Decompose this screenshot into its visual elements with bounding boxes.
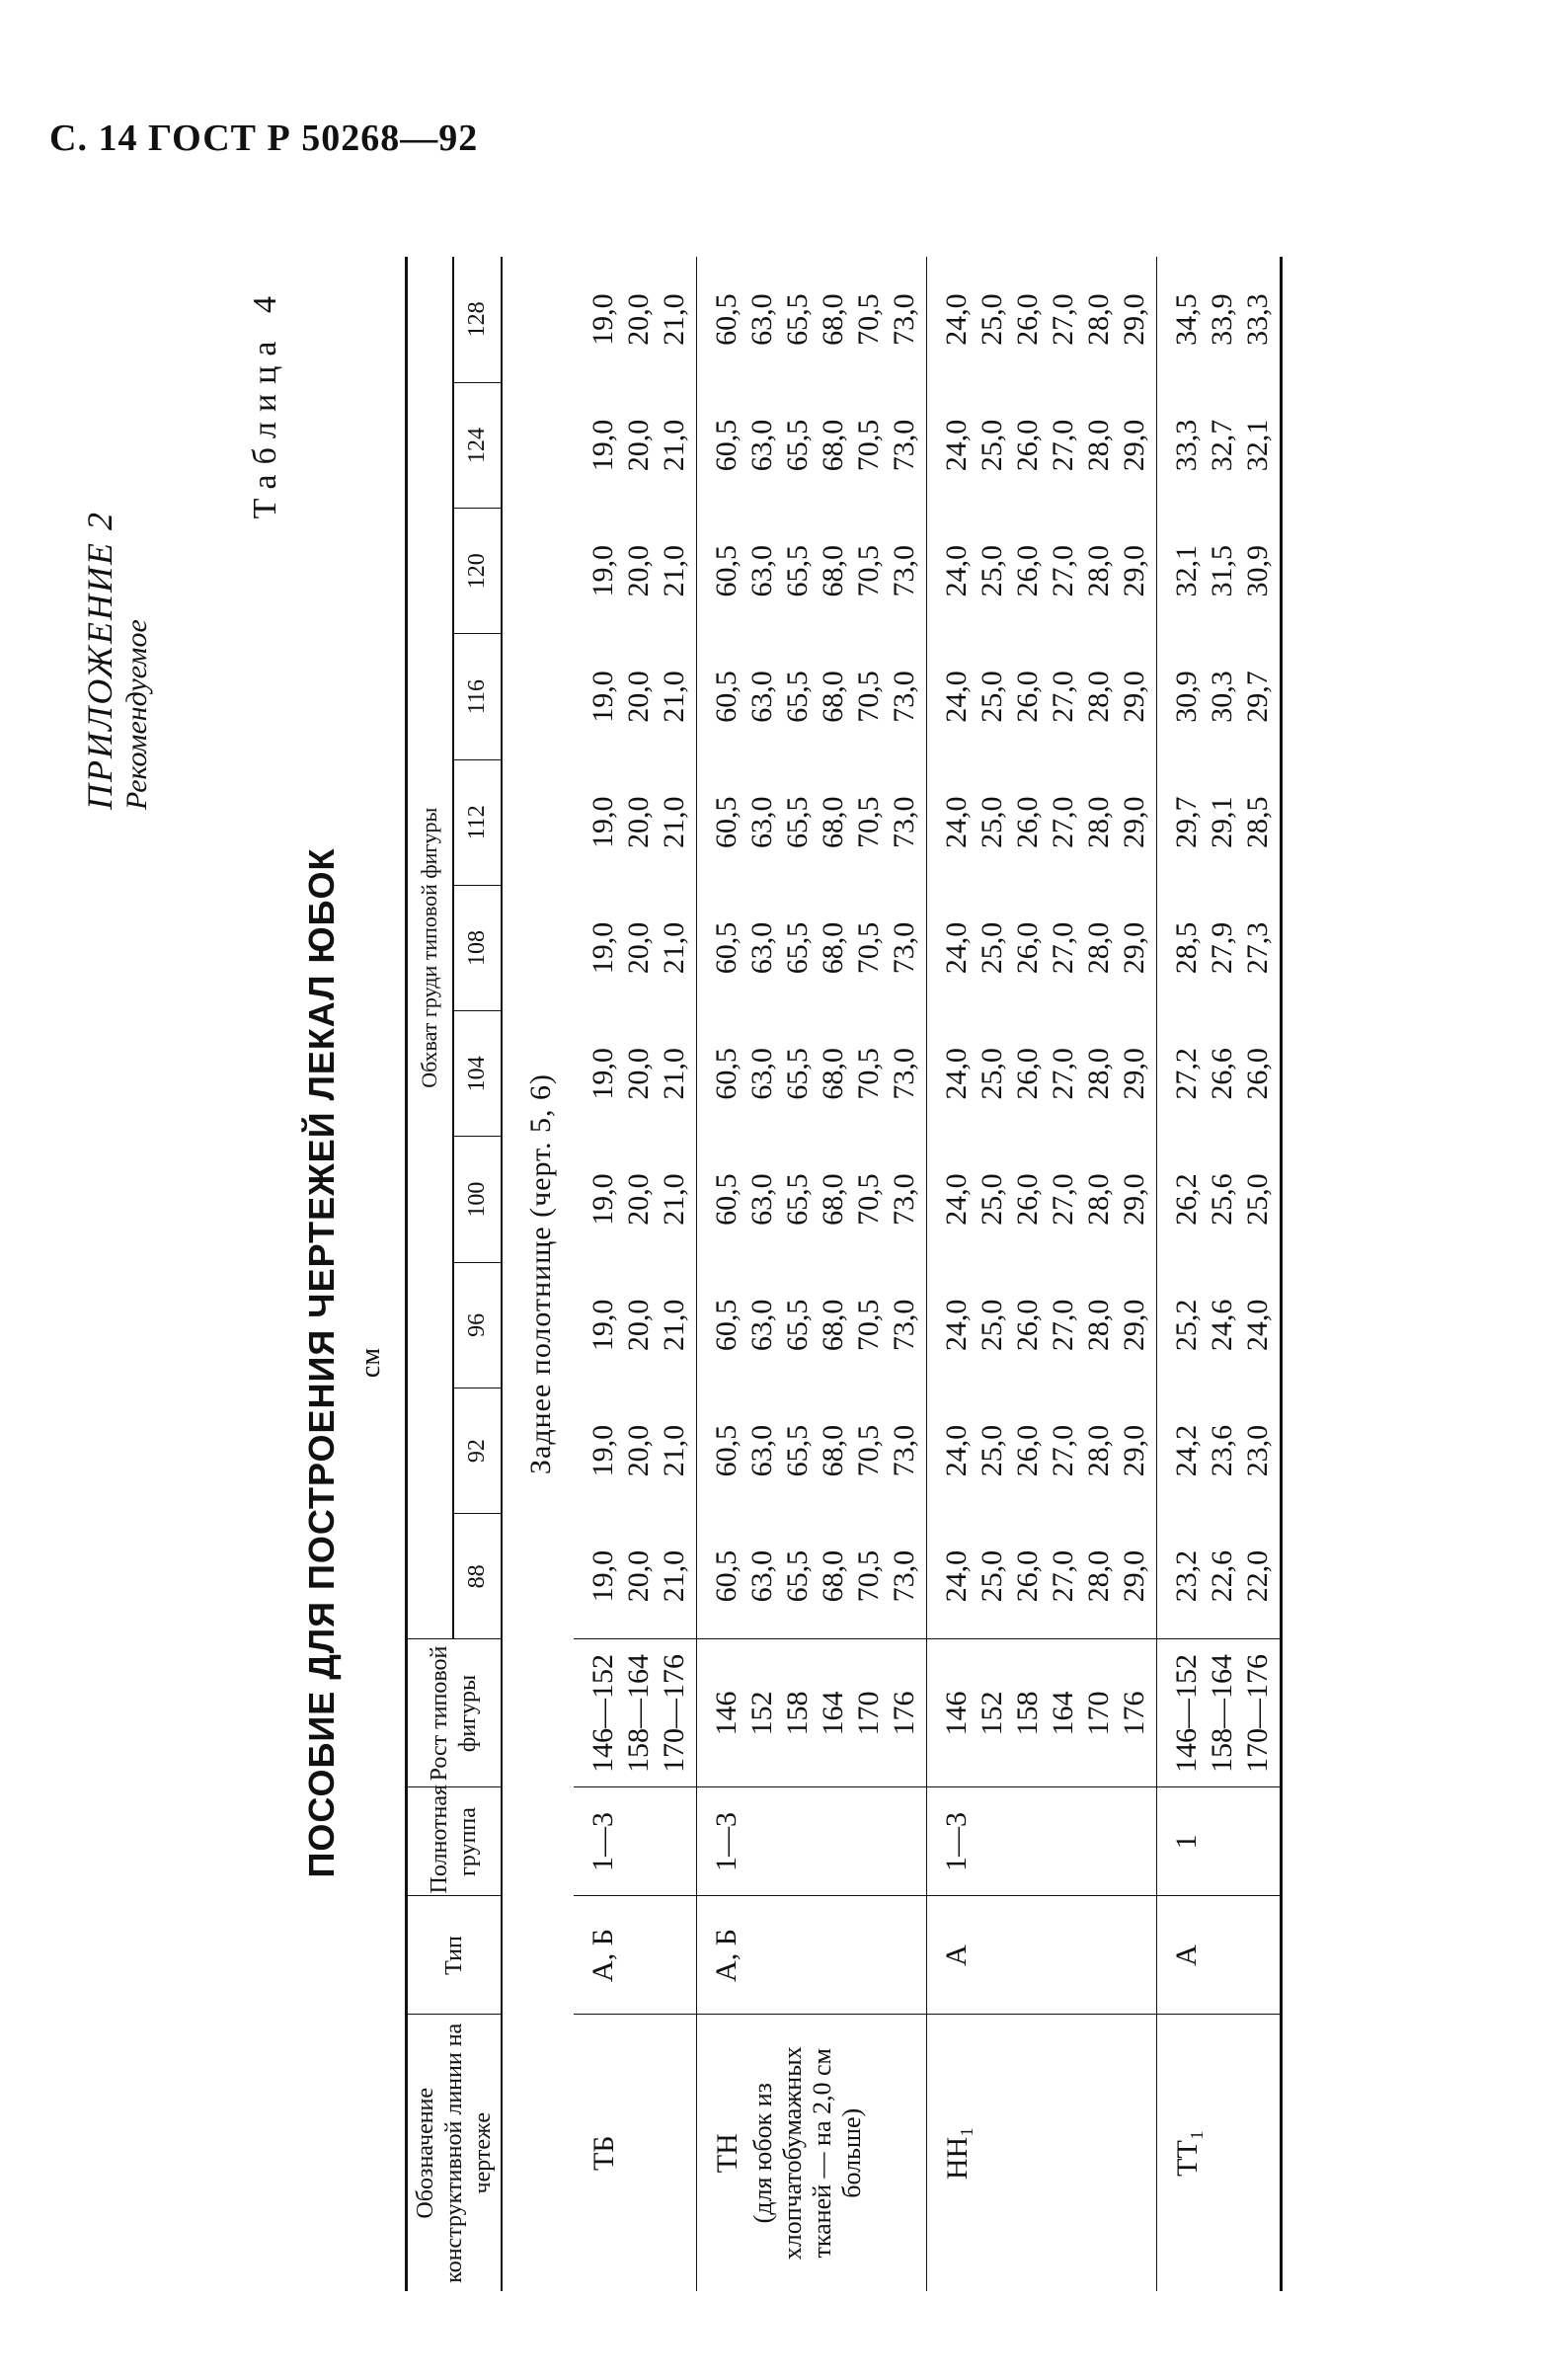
value-cell: 60,5 63,0 65,5 68,0 70,5 73,0 — [697, 885, 927, 1010]
height-cell: 146 152 158 164 170 176 — [697, 1639, 927, 1787]
value-cell: 26,2 25,6 25,0 — [1157, 1137, 1282, 1262]
value-cell: 27,2 26,6 26,0 — [1157, 1011, 1282, 1137]
table-label: Таблица 4 — [247, 286, 283, 519]
value-cell: 29,7 29,1 28,5 — [1157, 759, 1282, 885]
chest-size-header: 128 — [453, 257, 503, 382]
appendix-title: ПРИЛОЖЕНИЕ 2 — [80, 511, 119, 810]
value-cell: 60,5 63,0 65,5 68,0 70,5 73,0 — [697, 509, 927, 634]
chest-size-header: 116 — [453, 634, 503, 759]
value-cell: 32,1 31,5 30,9 — [1157, 509, 1282, 634]
value-cell: 19,0 20,0 21,0 — [574, 382, 697, 508]
height-cell: 146—152 158—164 170—176 — [1157, 1639, 1282, 1787]
chest-size-header: 112 — [453, 759, 503, 885]
appendix-block — [79, 511, 154, 810]
line-designation: НН₁ — [941, 2126, 975, 2181]
group-cell: 1—3 — [697, 1787, 927, 1896]
value-cell: 24,0 25,0 26,0 27,0 28,0 29,0 — [927, 885, 1157, 1010]
value-cell: 24,2 23,6 23,0 — [1157, 1388, 1282, 1513]
value-cell: 19,0 20,0 21,0 — [574, 885, 697, 1010]
page-header: С. 14 ГОСТ Р 50268—92 — [49, 118, 479, 159]
value-cell: 60,5 63,0 65,5 68,0 70,5 73,0 — [697, 257, 927, 382]
unit-label: см — [355, 1347, 386, 1379]
line-designation: ТБ — [587, 2135, 621, 2172]
rotated-page — [79, 257, 1560, 2291]
value-cell: 60,5 63,0 65,5 68,0 70,5 73,0 — [697, 1262, 927, 1388]
line-cell — [574, 2015, 697, 2291]
table-container — [405, 257, 1283, 2291]
line-note: (для юбок из хлопчатобумажных тканей — на 2,0 см больше) — [748, 2046, 867, 2261]
value-cell: 19,0 20,0 21,0 — [574, 1137, 697, 1262]
value-cell: 24,0 25,0 26,0 27,0 28,0 29,0 — [927, 509, 1157, 634]
type-cell: А, Б — [697, 1896, 927, 2015]
height-cell: 146—152 158—164 170—176 — [574, 1639, 697, 1787]
value-cell: 19,0 20,0 21,0 — [574, 1514, 697, 1639]
chest-size-header: 96 — [453, 1262, 503, 1388]
line-cell — [1157, 2015, 1282, 2291]
value-cell: 24,0 25,0 26,0 27,0 28,0 29,0 — [927, 634, 1157, 759]
header-group: Полнотная группа — [407, 1787, 503, 1896]
chest-size-header: 108 — [453, 885, 503, 1010]
group-cell: 1 — [1157, 1787, 1282, 1896]
header-chest: Обхват груди типовой фигуры — [407, 257, 453, 1639]
section-title: Заднее полотнище (черт. 5, 6) — [524, 1073, 558, 1475]
group-cell: 1—3 — [927, 1787, 1157, 1896]
header-height: Рост типовой фигуры — [407, 1639, 503, 1787]
group-cell: 1—3 — [574, 1787, 697, 1896]
chest-size-header: 92 — [453, 1388, 503, 1513]
value-cell: 24,0 25,0 26,0 27,0 28,0 29,0 — [927, 257, 1157, 382]
line-designation: ТТ₁ — [1171, 2129, 1205, 2177]
value-cell: 24,0 25,0 26,0 27,0 28,0 29,0 — [927, 382, 1157, 508]
data-table — [405, 257, 1283, 2291]
table-title: ПОСОБИЕ ДЛЯ ПОСТРОЕНИЯ ЧЕРТЕЖЕЙ ЛЕКАЛ ЮБОК — [301, 847, 342, 1878]
type-cell: А, Б — [574, 1896, 697, 2015]
value-cell: 60,5 63,0 65,5 68,0 70,5 73,0 — [697, 1137, 927, 1262]
value-cell: 24,0 25,0 26,0 27,0 28,0 29,0 — [927, 1011, 1157, 1137]
value-cell: 24,0 25,0 26,0 27,0 28,0 29,0 — [927, 1388, 1157, 1513]
chest-size-header: 120 — [453, 509, 503, 634]
value-cell: 33,3 32,7 32,1 — [1157, 382, 1282, 508]
table-row — [574, 257, 697, 2291]
table-row — [1157, 257, 1282, 2291]
chest-size-header: 88 — [453, 1514, 503, 1639]
appendix-status: Рекомендуемое — [120, 619, 153, 810]
value-cell: 19,0 20,0 21,0 — [574, 634, 697, 759]
value-cell: 25,2 24,6 24,0 — [1157, 1262, 1282, 1388]
value-cell: 60,5 63,0 65,5 68,0 70,5 73,0 — [697, 382, 927, 508]
height-cell: 146 152 158 164 170 176 — [927, 1639, 1157, 1787]
value-cell: 19,0 20,0 21,0 — [574, 1011, 697, 1137]
value-cell: 23,2 22,6 22,0 — [1157, 1514, 1282, 1639]
value-cell: 19,0 20,0 21,0 — [574, 257, 697, 382]
value-cell: 60,5 63,0 65,5 68,0 70,5 73,0 — [697, 634, 927, 759]
value-cell: 60,5 63,0 65,5 68,0 70,5 73,0 — [697, 1388, 927, 1513]
value-cell: 24,0 25,0 26,0 27,0 28,0 29,0 — [927, 1137, 1157, 1262]
header-line: Обозначение конструктивной линии на чертеже — [407, 2015, 503, 2291]
chest-size-header: 124 — [453, 382, 503, 508]
type-cell: А — [1157, 1896, 1282, 2015]
type-cell: А — [927, 1896, 1157, 2015]
table-row — [927, 257, 1157, 2291]
value-cell: 34,5 33,9 33,3 — [1157, 257, 1282, 382]
header-type: Тип — [407, 1896, 503, 2015]
value-cell: 24,0 25,0 26,0 27,0 28,0 29,0 — [927, 1514, 1157, 1639]
value-cell: 60,5 63,0 65,5 68,0 70,5 73,0 — [697, 1011, 927, 1137]
value-cell: 19,0 20,0 21,0 — [574, 1262, 697, 1388]
value-cell: 60,5 63,0 65,5 68,0 70,5 73,0 — [697, 759, 927, 885]
chest-size-header: 100 — [453, 1137, 503, 1262]
value-cell: 24,0 25,0 26,0 27,0 28,0 29,0 — [927, 1262, 1157, 1388]
header-row — [407, 257, 453, 2291]
value-cell: 19,0 20,0 21,0 — [574, 759, 697, 885]
section-row — [502, 257, 574, 2291]
value-cell: 60,5 63,0 65,5 68,0 70,5 73,0 — [697, 1514, 927, 1639]
chest-size-header: 104 — [453, 1011, 503, 1137]
value-cell: 28,5 27,9 27,3 — [1157, 885, 1282, 1010]
value-cell: 30,9 30,3 29,7 — [1157, 634, 1282, 759]
line-cell — [927, 2015, 1157, 2291]
line-designation: ТН — [711, 2133, 744, 2174]
line-cell — [697, 2015, 927, 2291]
value-cell: 19,0 20,0 21,0 — [574, 1388, 697, 1513]
value-cell: 24,0 25,0 26,0 27,0 28,0 29,0 — [927, 759, 1157, 885]
table-row — [697, 257, 927, 2291]
value-cell: 19,0 20,0 21,0 — [574, 509, 697, 634]
